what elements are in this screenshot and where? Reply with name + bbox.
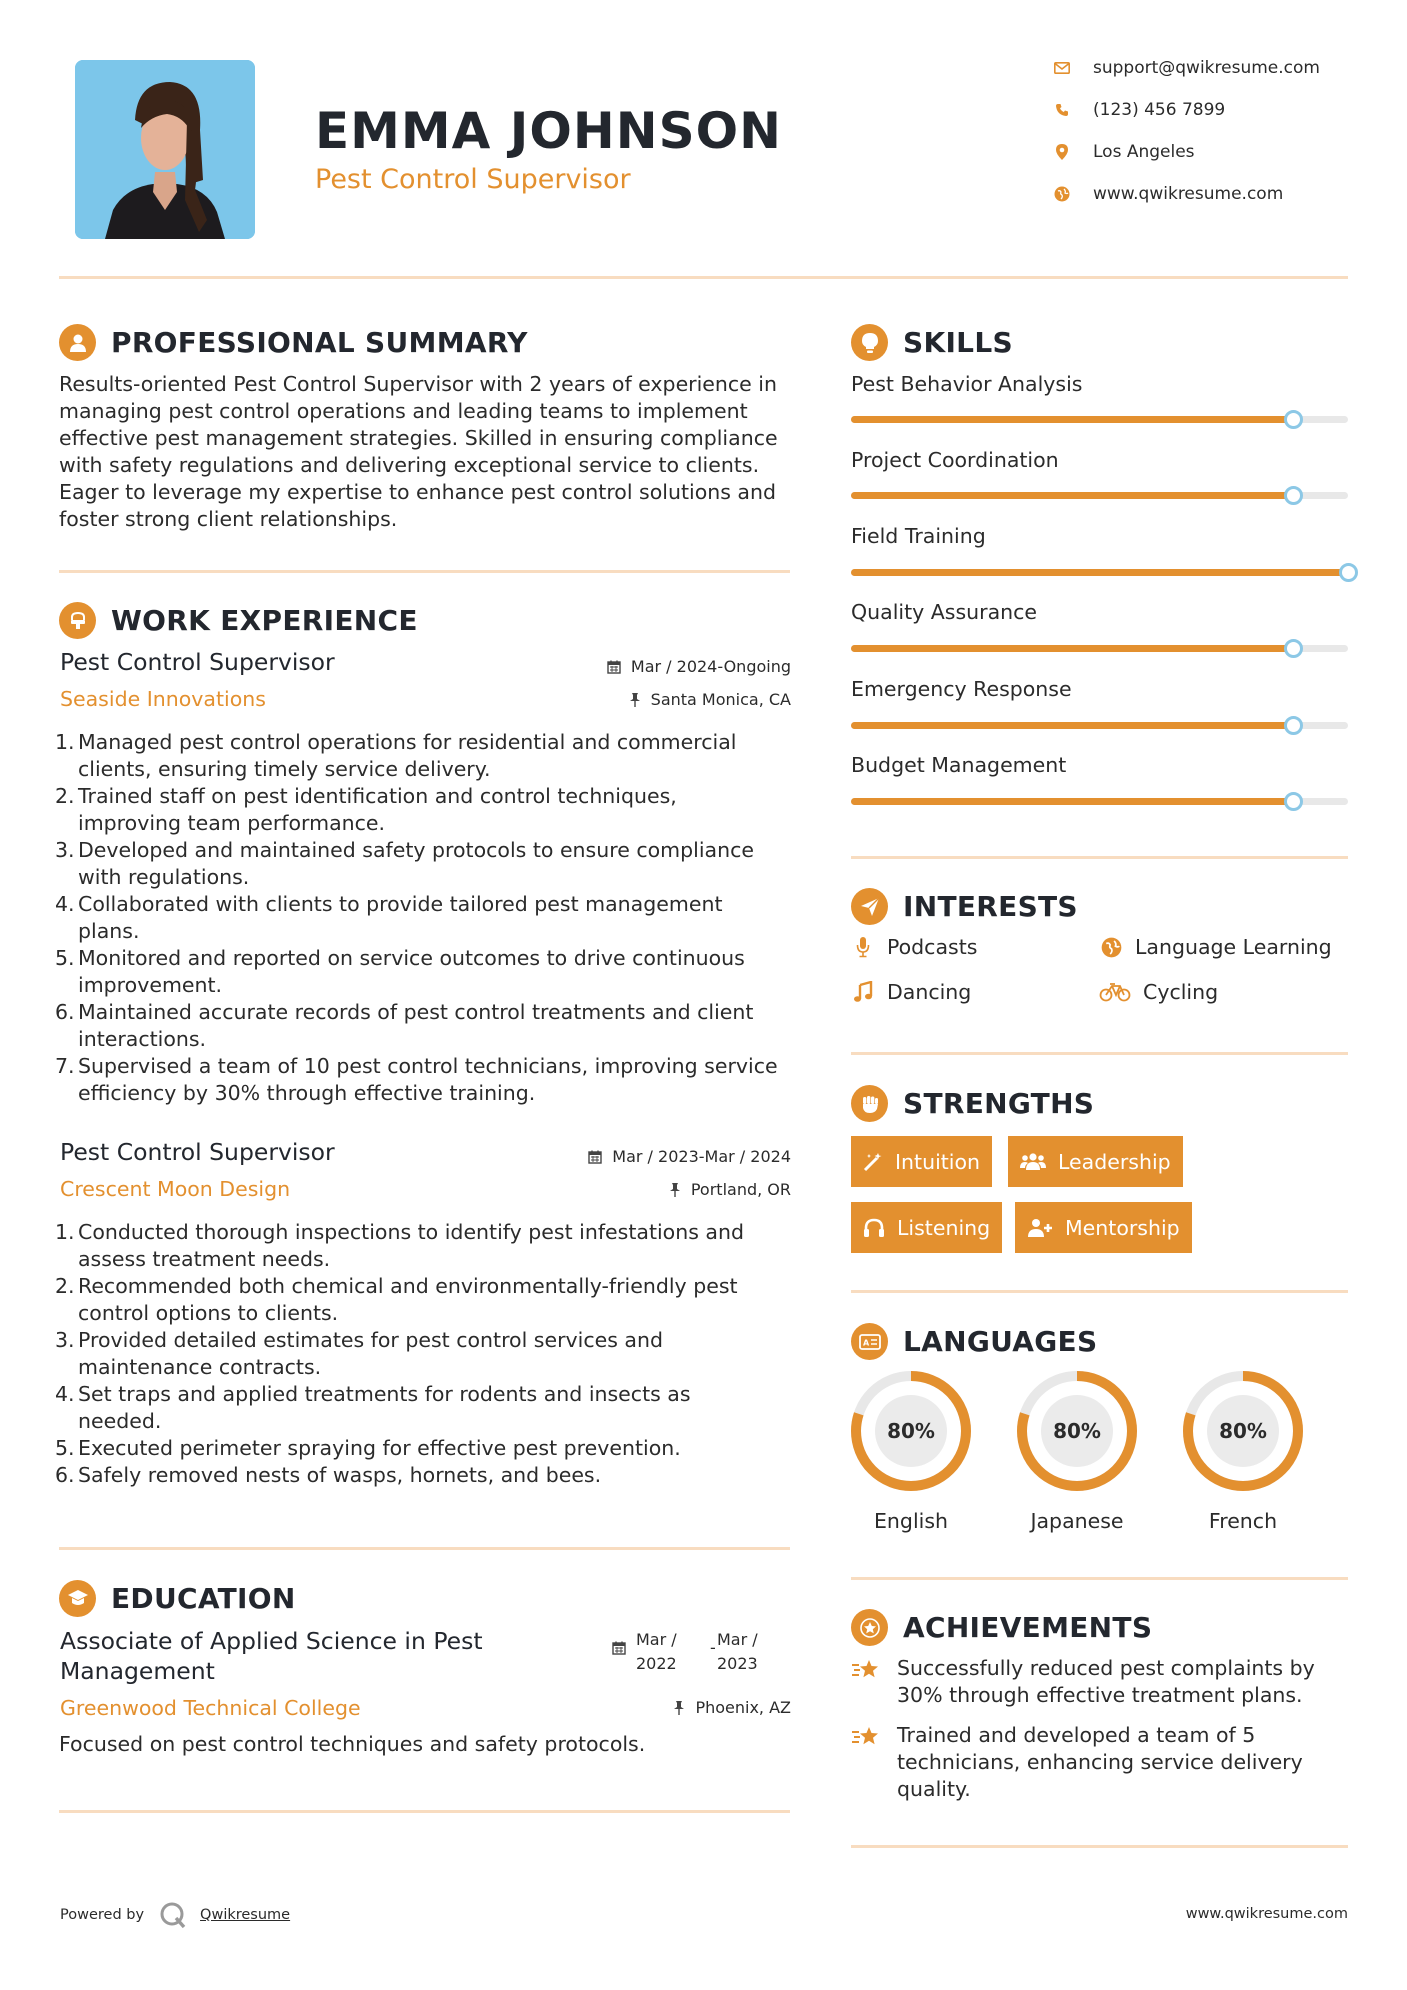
skill-slider-knob[interactable] [1284,716,1303,735]
skill-slider-knob[interactable] [1284,410,1303,429]
language-english [849,1369,973,1533]
id-card-icon [851,1323,888,1360]
skill-slider-knob[interactable] [1339,563,1358,582]
person-photo-icon [75,60,255,239]
contact-location [1053,142,1195,162]
skill-label: Emergency Response [851,677,1072,701]
education-location [673,1698,791,1717]
globe-icon [1053,185,1071,203]
job-1-location [629,690,791,709]
skills-section-title [851,324,1013,361]
language-percent: 80% [887,1419,935,1443]
contact-email[interactable] [1053,58,1320,78]
education-section-title [59,1580,296,1617]
languages-heading: LANGUAGES [903,1325,1098,1358]
interests-section-title [851,888,1078,925]
job-2-role: Pest Control Supervisor [60,1138,335,1166]
contact-website[interactable] [1053,184,1283,204]
envelope-icon [1053,59,1071,77]
education-divider [59,1810,790,1813]
interest-item: Dancing [851,980,971,1004]
skill-bar [851,645,1348,652]
pushpin-icon [669,1183,681,1197]
summary-divider [59,570,790,573]
strength-chip-intuition: Intuition [851,1136,992,1187]
users-icon [1020,1152,1046,1172]
lightbulb-icon [851,324,888,361]
job-2-location [669,1180,791,1199]
skill-bar [851,722,1348,729]
skill-bar [851,492,1348,499]
microphone-icon [851,935,875,959]
phone-icon [1053,101,1071,119]
skill-bar-fill [851,722,1293,729]
work-heading: WORK EXPERIENCE [111,604,418,637]
list-item: 6. Safely removed nests of wasps, hornets, and bees. [55,1463,602,1487]
strength-chip-leadership: Leadership [1008,1136,1183,1187]
list-item: 2. Recommended both chemical and environmentally-friendly pest control options to clients. [55,1274,738,1325]
achievement-item: Successfully reduced pest complaints by 30% through effective treatment plans. [851,1655,1351,1709]
headphones-icon [863,1218,885,1238]
language-name: English [873,1509,949,1533]
summary-text: Results-oriented Pest Control Supervisor with 2 years of experience in managing pest control operations and leading teams to implement effective pest management strategies. Skilled in ensuring compliance with safety regulations and delivering exceptional service to clients. Eager to leverage my expertise to enhance pest control solutions and foster strong client relationships. [59,372,778,531]
calendar-icon [607,660,621,674]
list-item: 7. Supervised a team of 10 pest control technicians, improving service efficiency by 30% through effective training. [55,1054,778,1105]
education-end-date: Mar / 2023 [717,1630,758,1673]
paper-plane-icon [851,888,888,925]
achievements-section-title [851,1609,1152,1646]
skill-slider-knob[interactable] [1284,486,1303,505]
contact-phone[interactable] [1053,100,1225,120]
shooting-star-icon [851,1655,883,1709]
language-percent: 80% [1053,1419,1101,1443]
candidate-name: EMMA JOHNSON [315,102,782,160]
graduation-cap-icon [59,1580,96,1617]
skill-bar [851,798,1348,805]
education-heading: EDUCATION [111,1582,296,1615]
job-1-dates [607,657,791,676]
skills-heading: SKILLS [903,326,1013,359]
education-start-date: Mar / 2022 [636,1630,677,1673]
contact-website-text: www.qwikresume.com [1093,184,1284,204]
job-1-bullets [55,729,795,1107]
magic-wand-icon [863,1152,883,1172]
skill-label: Field Training [851,524,986,548]
job-1-company: Seaside Innovations [60,687,266,711]
skill-label: Pest Behavior Analysis [851,372,1083,396]
pushpin-icon [673,1701,685,1715]
interests-heading: INTERESTS [903,890,1078,923]
shooting-star-icon [851,1722,883,1803]
footer-site-link[interactable]: www.qwikresume.com [1185,1906,1348,1922]
language-name: Japanese [1030,1509,1124,1533]
language-name: French [1208,1509,1278,1533]
date-separator: - [710,1638,716,1657]
skill-bar [851,569,1348,576]
list-item: 1. Managed pest control operations for residential and commercial clients, ensuring timely service delivery. [55,730,737,781]
job-2-company: Crescent Moon Design [60,1177,291,1201]
profile-photo [75,60,255,239]
interest-item: Language Learning [1099,935,1332,959]
list-item: 4. Collaborated with clients to provide tailored pest management plans. [55,892,723,943]
briefcase-icon [59,602,96,639]
strength-chip-mentorship: Mentorship [1015,1202,1192,1253]
work-section-title [59,602,418,639]
powered-by-text: Powered by [60,1907,145,1923]
strengths-divider [851,1290,1348,1293]
job-2-bullets [55,1219,795,1489]
skill-label: Project Coordination [851,448,1059,472]
interests-divider [851,1052,1348,1055]
strength-chip-listening: Listening [851,1202,1002,1253]
contact-email-text: support@qwikresume.com [1093,58,1320,78]
skill-slider-knob[interactable] [1284,639,1303,658]
language-french [1181,1369,1305,1533]
contact-phone-text: (123) 456 7899 [1093,100,1226,120]
skill-bar-fill [851,645,1293,652]
skill-bar [851,416,1348,423]
list-item: 2. Trained staff on pest identification and control techniques, improving team performance. [55,784,677,835]
job-1-role: Pest Control Supervisor [60,648,335,676]
achievements-divider [851,1845,1348,1848]
summary-section-title [59,324,528,361]
calendar-icon [612,1638,626,1662]
skill-bar-fill [851,798,1293,805]
skill-label: Budget Management [851,753,1067,777]
work-divider [59,1547,790,1550]
interest-item: Podcasts [851,935,977,959]
music-note-icon [851,980,875,1004]
strengths-heading: STRENGTHS [903,1087,1095,1120]
education-location-text: Phoenix, AZ [695,1698,791,1717]
list-item: 5. Executed perimeter spraying for effective pest prevention. [55,1436,681,1460]
achievement-item: Trained and developed a team of 5 technicians, enhancing service delivery quality. [851,1722,1351,1803]
list-item: 5. Monitored and reported on service outcomes to drive continuous improvement. [55,946,745,997]
user-plus-icon [1027,1218,1053,1238]
fist-icon [851,1085,888,1122]
star-badge-icon [851,1609,888,1646]
skill-bar-fill [851,492,1293,499]
list-item: 6. Maintained accurate records of pest control treatments and client interactions. [55,1000,754,1051]
skill-bar-fill [851,569,1348,576]
calendar-icon [588,1150,602,1164]
job-2-location-text: Portland, OR [690,1180,791,1199]
skill-label: Quality Assurance [851,600,1038,624]
list-item: 1. Conducted thorough inspections to identify pest infestations and assess treatment needs. [55,1220,744,1271]
education-description: Focused on pest control techniques and safety protocols. [59,1732,646,1756]
job-2-dates-text: Mar / 2023-Mar / 2024 [612,1147,791,1166]
candidate-title: Pest Control Supervisor [315,164,631,195]
pushpin-icon [629,693,641,707]
bicycle-icon [1099,980,1131,1004]
footer-powered-by [60,1900,290,1930]
summary-heading: PROFESSIONAL SUMMARY [111,326,528,359]
achievements-heading: ACHIEVEMENTS [903,1611,1153,1644]
job-2-dates [588,1147,791,1166]
job-1-dates-text: Mar / 2024-Ongoing [630,657,791,676]
languages-section-title [851,1323,1097,1360]
job-1-location-text: Santa Monica, CA [650,690,791,709]
footer-brand-link[interactable]: Qwikresume [200,1907,291,1923]
skills-divider [851,856,1348,859]
header-divider [59,276,1348,279]
skill-bar-fill [851,416,1293,423]
interest-item: Cycling [1099,980,1218,1004]
education-degree: Associate of Applied Science in Pest Management [60,1627,483,1685]
education-school: Greenwood Technical College [60,1696,361,1720]
languages-divider [851,1577,1348,1580]
map-pin-icon [1053,143,1071,161]
list-item: 3. Provided detailed estimates for pest control services and maintenance contracts. [55,1328,664,1379]
strengths-section-title [851,1085,1094,1122]
list-item: 4. Set traps and applied treatments for rodents and insects as needed. [55,1382,691,1433]
user-icon [59,324,96,361]
language-percent: 80% [1219,1419,1267,1443]
contact-location-text: Los Angeles [1093,142,1195,162]
skill-slider-knob[interactable] [1284,792,1303,811]
list-item: 3. Developed and maintained safety protocols to ensure compliance with regulations. [55,838,754,889]
svg-text:A: A [862,1338,869,1347]
qwikresume-logo-icon [158,1900,188,1930]
globe-icon [1099,935,1123,959]
language-japanese [1015,1369,1139,1533]
